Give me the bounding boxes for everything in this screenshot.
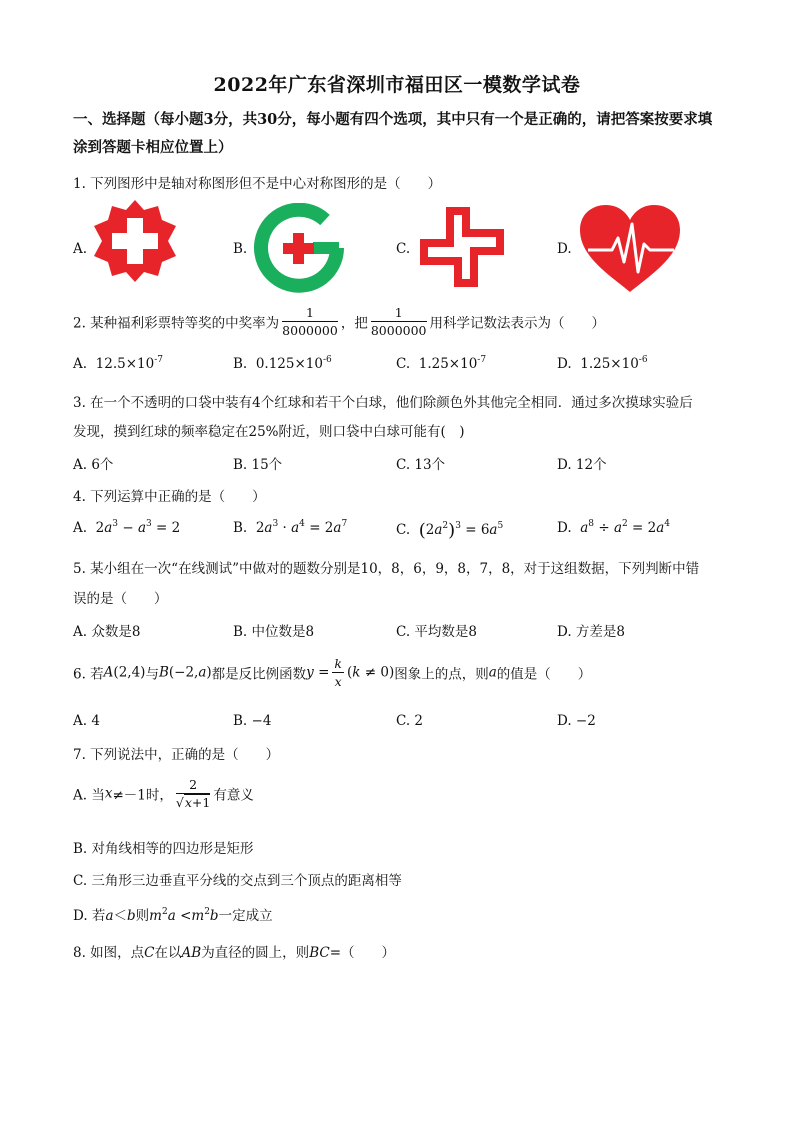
question-8-stem: 8. 如图，点C在以AB为直径的圆上，则BC=（ ） <box>73 945 396 961</box>
q2-suffix: 用科学记数法表示为（ ） <box>429 315 606 332</box>
q7-option-a: A. 当x≠－1时， $\frac{2}{√x+1}$ 有意义 <box>73 777 254 810</box>
q5-option-c: C. 平均数是8 <box>396 624 478 640</box>
q6-part-3: 都是反比例函数 <box>211 666 307 683</box>
q2-option-a-label: A. <box>73 356 88 372</box>
q8-part-1: 8. 如图，点 <box>73 945 145 961</box>
q2-prefix: 2. 某种福利彩票特等奖的中奖率为 <box>73 315 280 332</box>
question-2-stem <box>73 305 605 338</box>
q2-option-b <box>233 356 332 372</box>
q6-part-1: 6. 若 <box>73 666 104 683</box>
q3-option-a: A. 6个 <box>73 457 114 473</box>
q6-fraction: $\frac{k}{x}$ <box>334 656 342 689</box>
q7-option-c: C. 三角形三边垂直平分线的交点到三个顶点的距离相等 <box>73 873 402 889</box>
q2-option-a-exponent: -7 <box>154 355 163 365</box>
section-heading: 一、选择题（每小题3分，共30分，每小题有四个选项，其中只有一个是正确的，请把答案按要求填涂到答题卡相应位置上） <box>73 111 713 156</box>
q7-option-b: B. 对角线相等的四边形是矩形 <box>73 841 254 857</box>
q6-part-2: 与 <box>145 666 159 683</box>
question-6-stem: 6. 若A(2,4)与B(−2,a)都是反比例函数y = $\frac{k}{x}$ (k ≠ 0)图象上的点，则a的值是（ ） <box>73 656 592 689</box>
red-cross-badge-icon <box>92 198 178 284</box>
question-7-stem: 7. 下列说法中，正确的是（ ） <box>73 747 280 763</box>
page-title: 2022年广东省深圳市福田区一模数学试卷 <box>213 74 581 96</box>
q2-option-d <box>557 356 648 372</box>
q2-option-d-mantissa: 1.25×10 <box>580 356 639 372</box>
q2-option-c-exponent: -7 <box>477 355 487 365</box>
q6-part-5: 的值是（ ） <box>496 666 592 683</box>
q2-option-b-label: B. <box>233 356 248 372</box>
q2-fraction-2-den: 8000000 <box>370 323 427 338</box>
q4-option-c: C. $(2a^2)^3 = 6a^5$ <box>396 520 504 541</box>
q2-option-c <box>396 356 486 372</box>
q1-option-a-label: A. <box>73 241 88 257</box>
q7-option-d-part-3: 一定成立 <box>218 908 273 924</box>
q2-fraction-1-den: 8000000 <box>282 323 338 338</box>
q2-option-c-mantissa: 1.25×10 <box>418 356 478 372</box>
q1-option-d-label: D. <box>557 241 572 257</box>
q2-option-b-exponent: -6 <box>322 355 332 365</box>
q7-option-a-part-1: A. 当 <box>73 787 105 804</box>
q4-option-a: A. $2a^3 - a^3 = 2$ <box>73 519 181 536</box>
q2-option-d-label: D. <box>557 356 572 372</box>
q2-option-a <box>73 356 163 372</box>
q3-option-b: B. 15个 <box>233 457 283 473</box>
q4-option-b: B. $2a^3 \cdot a^4 = 2a^7$ <box>233 519 348 536</box>
q6-option-c: C. 2 <box>396 713 424 729</box>
q5-option-b: B. 中位数是8 <box>233 624 315 640</box>
q8-part-3: 为直径的圆上，则 <box>201 945 310 961</box>
q6-option-b: B. −4 <box>233 713 272 729</box>
q7-option-a-part-2: ≠－1时， <box>112 787 173 804</box>
q2-fraction-1 <box>282 305 338 338</box>
q5-option-a: A. 众数是8 <box>73 624 141 640</box>
q2-fraction-2-num: 1 <box>371 305 427 322</box>
question-1-stem: 1. 下列图形中是轴对称图形但不是中心对称图形的是（ ） <box>73 176 442 192</box>
q8-part-4: =（ ） <box>329 945 396 961</box>
green-g-cross-icon <box>253 203 345 293</box>
q2-option-d-exponent: -6 <box>638 355 648 365</box>
q4-option-c-label: C. <box>396 522 411 538</box>
question-4-stem: 4. 下列运算中正确的是（ ） <box>73 489 266 505</box>
q7-option-d-part-1: D. 若 <box>73 908 106 924</box>
q1-option-b-label: B. <box>233 241 248 257</box>
q4-option-b-label: B. <box>233 520 248 536</box>
question-3-line-1: 3. 在一个不透明的口袋中装有4个红球和若干个白球，他们除颜色外其他完全相同．通过多次摸球实验后 <box>73 395 693 411</box>
question-5-line-2: 误的是（ ） <box>73 591 168 607</box>
red-offset-cross-icon <box>416 203 508 291</box>
q7-option-a-part-3: 有意义 <box>213 787 254 804</box>
q7-option-d-part-2: 则 <box>135 908 150 924</box>
question-3-line-2: 发现，摸到红球的频率稳定在25%附近，则口袋中白球可能有( ) <box>73 424 465 440</box>
q7-sqrt-fraction: $\frac{2}{√x+1}$ <box>175 777 211 810</box>
q2-option-b-mantissa: 0.125×10 <box>255 356 323 372</box>
q8-part-2: 在以 <box>154 945 182 961</box>
q6-part-4: 图象上的点，则 <box>394 666 489 683</box>
q5-option-d: D. 方差是8 <box>557 624 626 640</box>
q4-option-d: D. $a^8 \div a^2 = 2a^4$ <box>557 519 671 536</box>
q3-option-d: D. 12个 <box>557 457 607 473</box>
q2-option-a-mantissa: 12.5×10 <box>95 356 155 372</box>
heart-ecg-icon <box>578 204 682 294</box>
q1-option-c-label: C. <box>396 241 411 257</box>
q2-fraction-1-num: 1 <box>282 305 338 322</box>
question-5-line-1: 5. 某小组在一次“在线测试”中做对的题数分别是10，8，6，9，8，7，8，对于这组数据，下列判断中错 <box>73 561 700 577</box>
q4-option-d-label: D. <box>557 520 572 536</box>
q7-option-d: D. 若a＜b则$m^2a <m^2b$一定成立 <box>73 907 273 924</box>
q2-mid: ，把 <box>340 315 368 332</box>
q2-option-c-label: C. <box>396 356 411 372</box>
q3-option-c: C. 13个 <box>396 457 446 473</box>
q4-option-a-label: A. <box>73 520 88 536</box>
q2-fraction-2 <box>371 305 427 338</box>
q6-option-d: D. −2 <box>557 713 596 729</box>
q6-option-a: A. 4 <box>73 713 100 729</box>
